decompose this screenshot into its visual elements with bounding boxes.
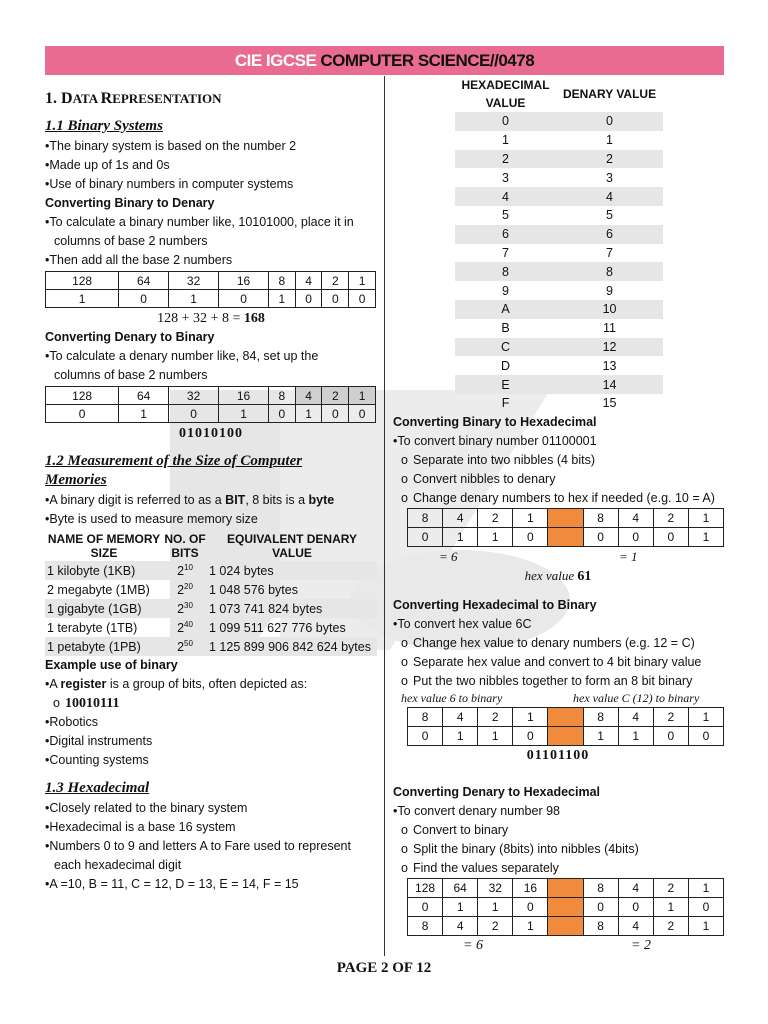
col-header-name: NAME OF MEMORY SIZE	[47, 532, 161, 560]
table-row: C 12	[455, 338, 663, 357]
list-item: •To calculate a binary number like, 10101000, place it in	[45, 215, 354, 229]
list-subitem: o 10010111	[53, 696, 120, 711]
page-number: PAGE 2 OF 12	[336, 960, 432, 976]
table-row: B 11	[501, 321, 617, 336]
binary-to-hex-table: 8 4 2 1 8 4 2 1 0 1 1 0 0 0 0 1	[407, 508, 724, 547]
table-row: 1 kilobyte (1KB) $2^{10}$ 1 024 bytes	[45, 561, 377, 580]
list-subitem: o Convert nibbles to denary	[401, 471, 556, 486]
list-subitem: o Put the two nibbles together to form an 8 bit binary	[401, 673, 693, 688]
denary-to-binary-table: 128 64 32 16 8 4 2 1 0 1 0 1 0 1 0 0	[45, 386, 376, 423]
list-subitem: o Separate into two nibbles (4 bits)	[401, 452, 596, 467]
col-header-value: EQUIVALENT DENARY VALUE	[226, 532, 357, 560]
section-title	[45, 90, 377, 108]
list-item: •Numbers 0 to 9 and letters A to Fare used to represent	[45, 839, 351, 853]
conversion-labels: hex value 6 to binary hex value C (12) to binary	[401, 690, 700, 705]
example-heading: Example use of binary	[45, 658, 178, 672]
memory-title-line2: Memories	[45, 472, 107, 488]
column-divider	[384, 76, 385, 956]
table-row: 6 6	[455, 225, 663, 244]
list-item: •The binary system is based on the number 2	[45, 139, 297, 153]
memory-title: 1.2 Measurement of the Size of Computer	[45, 453, 303, 469]
binary-result: 01010100	[179, 426, 243, 441]
hex-value-result: hex value 61	[524, 567, 592, 584]
list-item: •To convert binary number 01100001	[393, 433, 597, 448]
section-title-rest1: ATA	[72, 91, 101, 106]
table-row: 2 megabyte (1MB) $2^{20}$ 1 048 576 bytes	[47, 581, 298, 598]
nibble-equations: = 6 = 1	[439, 548, 638, 564]
binary-to-denary-table: 128 64 32 16 8 4 2 1 1 0 1 0 1 0 0 0	[45, 271, 376, 308]
list-item: •Robotics	[45, 715, 99, 729]
table-row: 1 terabyte (1TB) $2^{40}$ 1 099 511 627 776 bytes	[47, 619, 346, 636]
list-item: •A binary digit is referred to as a BIT, 8 bits is a byte	[45, 493, 335, 507]
list-subitem: o Change hex value to denary numbers (e.g. 12 = C)	[401, 635, 695, 650]
table-row: 1 gigabyte (1GB) $2^{30}$ 1 073 741 824 bytes	[45, 599, 377, 618]
list-item-continued: each hexadecimal digit	[54, 858, 182, 872]
list-item: •A =10, B = 11, C = 12, D = 13, E = 14, F = 15	[45, 877, 299, 891]
nibble-equations: = 6 = 2	[463, 937, 651, 953]
hex-denary-table	[455, 76, 663, 413]
col-header-hex: HEXADECIMAL VALUE	[461, 78, 550, 110]
list-subitem: o Find the values separately	[401, 860, 559, 875]
hexadecimal-title: 1.3 Hexadecimal	[45, 780, 150, 796]
hex-to-binary-heading: Converting Hexadecimal to Binary	[393, 597, 597, 612]
list-item: •A register is a group of bits, often depicted as:	[45, 677, 308, 691]
table-row: F 15	[501, 396, 617, 411]
table-row: 5 5	[502, 208, 613, 223]
table-row: A 10	[455, 300, 663, 319]
list-item: •Counting systems	[45, 753, 149, 767]
table-row: 2 2	[455, 150, 663, 169]
denary-to-hex-heading: Converting Denary to Hexadecimal	[393, 784, 601, 799]
table-row: 1 1	[502, 133, 613, 148]
list-subitem: o Change denary numbers to hex if needed (e.g. 10 = A)	[401, 490, 715, 505]
sum-equation: 128 + 32 + 8 = 168	[157, 311, 265, 326]
list-subitem: o Convert to binary	[401, 822, 509, 837]
col-header-bits: NO. OF BITS	[164, 532, 206, 560]
binary-to-denary-heading: Converting Binary to Denary	[45, 196, 215, 210]
section-title-rest2: EPRESENTATION	[112, 91, 222, 106]
list-item: •Then add all the base 2 numbers	[45, 253, 233, 267]
list-item: •Byte is used to measure memory size	[45, 512, 258, 526]
table-row: 0 0	[455, 112, 663, 131]
header-banner	[45, 46, 724, 75]
list-item: •To convert denary number 98	[393, 803, 560, 818]
table-row: 3 3	[502, 170, 613, 185]
denary-to-binary-heading: Converting Denary to Binary	[45, 330, 215, 344]
table-row: 4 4	[455, 187, 663, 206]
list-item: •Digital instruments	[45, 734, 153, 748]
right-column	[393, 76, 723, 955]
table-row: 1 petabyte (1PB) $2^{50}$ 1 125 899 906 842 624 bytes	[45, 637, 377, 656]
list-subitem: o Split the binary (8bits) into nibbles (4bits)	[401, 841, 639, 856]
list-item-continued: columns of base 2 numbers	[54, 368, 208, 382]
hex-to-binary-result: 01101100	[526, 747, 590, 763]
binary-to-hex-heading: Converting Binary to Hexadecimal	[393, 414, 597, 429]
section-title-cap2: R	[100, 90, 113, 107]
list-subitem: o Separate hex value and convert to 4 bit binary value	[401, 654, 702, 669]
col-header-denary: DENARY VALUE	[562, 87, 657, 101]
list-item: •Hexadecimal is a base 16 system	[45, 820, 236, 834]
table-row: D 13	[501, 358, 617, 373]
section-number: 1.	[45, 90, 61, 107]
list-item: •To calculate a denary number like, 84, set up the	[45, 349, 319, 363]
header-course: CIE IGCSE	[234, 50, 317, 70]
table-row: 9 9	[502, 283, 613, 298]
list-item: •Made up of 1s and 0s	[45, 158, 170, 172]
hex-to-binary-table: 8 4 2 1 8 4 2 1 0 1 1 0 1 1 0 0	[407, 707, 724, 746]
denary-to-hex-table: 128 64 32 16 8 4 2 1 0 1 1 0 0 0 1 0 8 4 2 1 8 4 2 1	[407, 878, 724, 936]
list-item-continued: columns of base 2 numbers	[54, 234, 208, 248]
table-row: E 14	[455, 375, 663, 394]
list-item: •To convert hex value 6C	[393, 616, 532, 631]
list-item: •Closely related to the binary system	[45, 801, 248, 815]
header-subject: COMPUTER SCIENCE//0478	[320, 50, 535, 70]
table-row: 8 8	[455, 262, 663, 281]
section-title-cap1: D	[61, 90, 73, 107]
memory-size-table	[45, 531, 377, 656]
binary-systems-title: 1.1 Binary Systems	[45, 118, 163, 134]
left-column	[45, 90, 377, 894]
table-row: 7 7	[502, 245, 613, 260]
list-item: •Use of binary numbers in computer systems	[45, 177, 294, 191]
